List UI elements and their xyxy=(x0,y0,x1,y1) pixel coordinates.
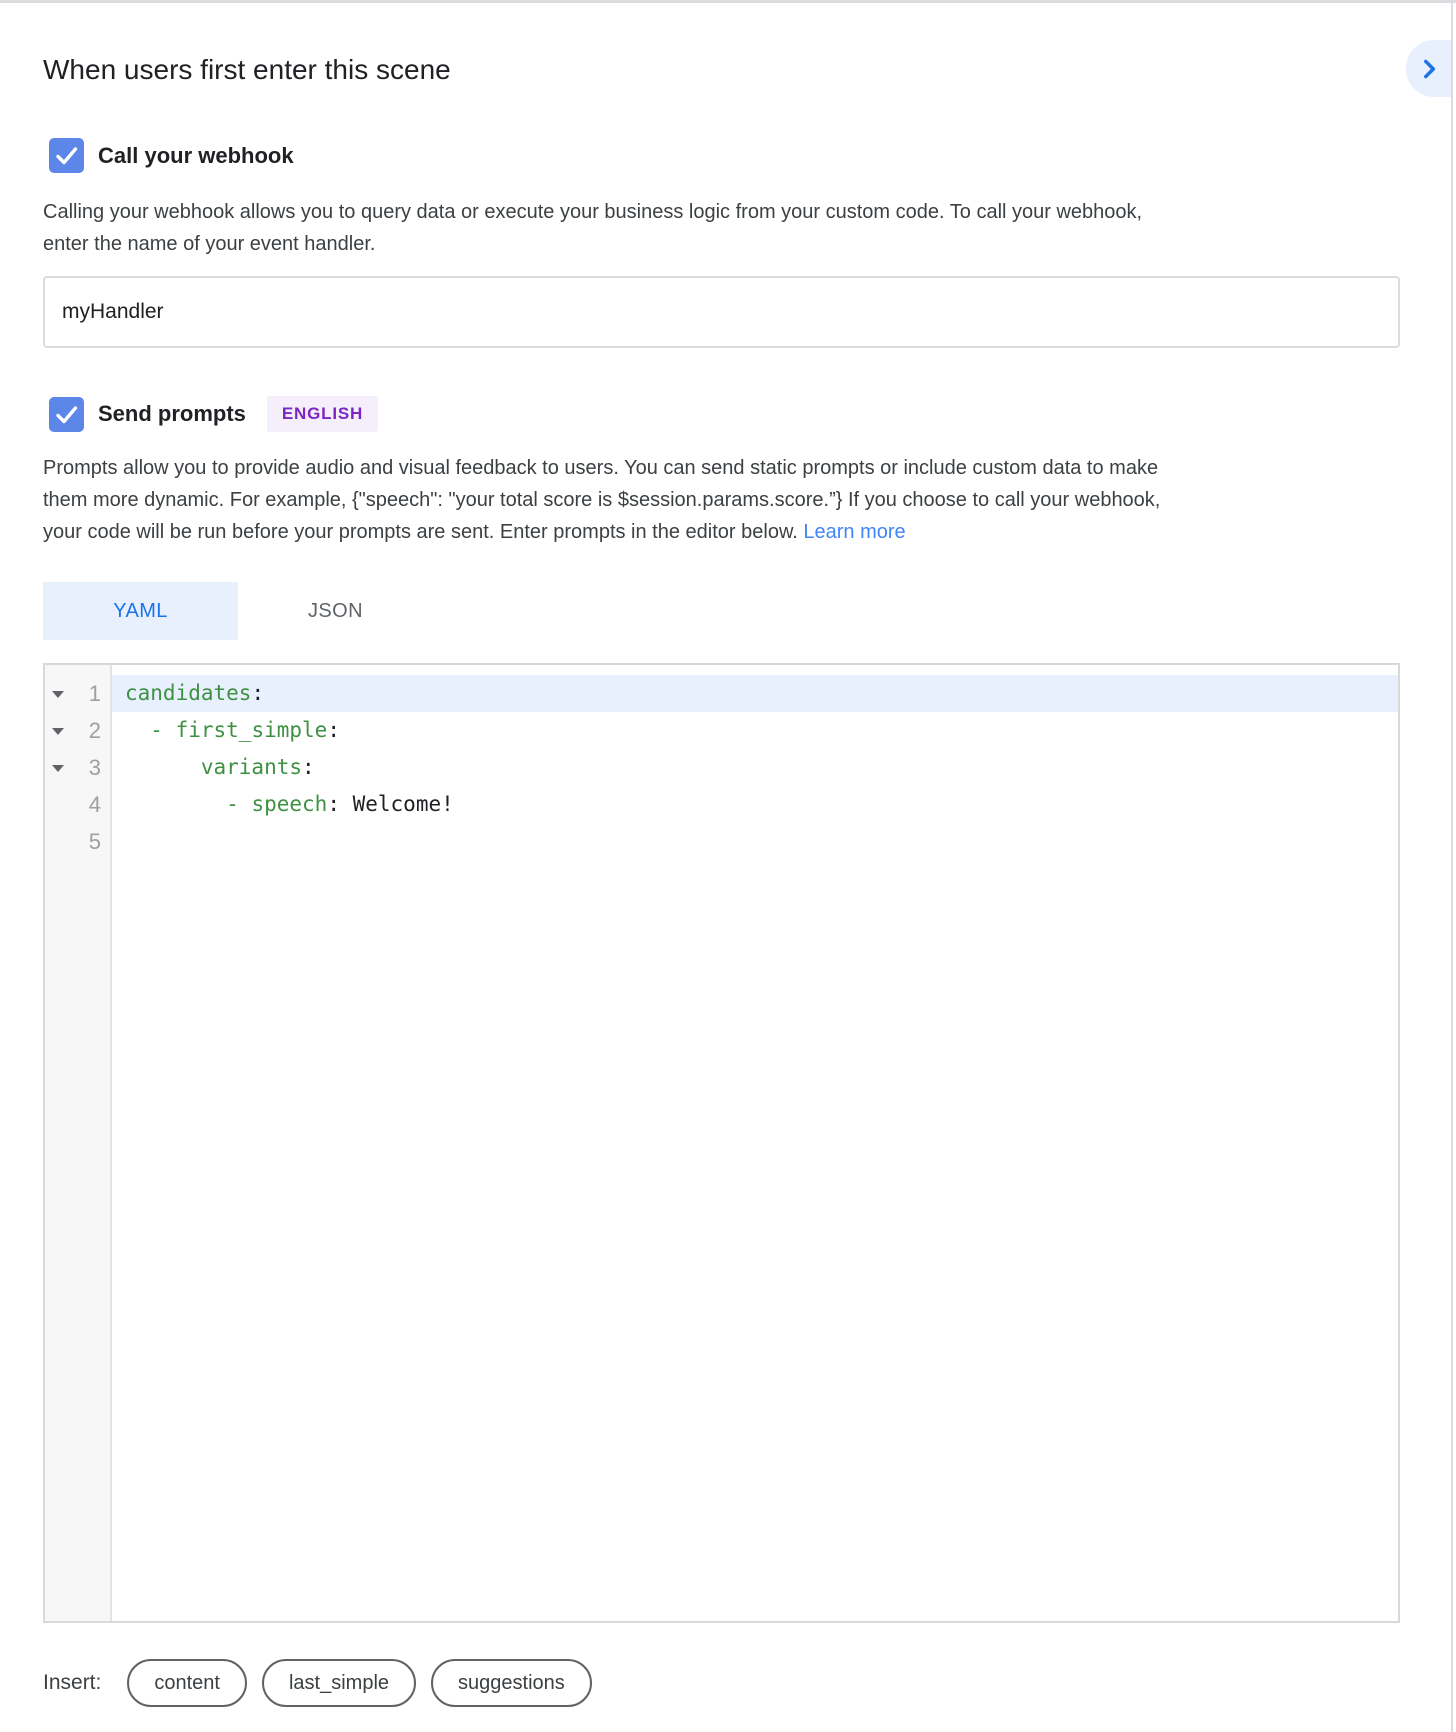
webhook-description-line: Calling your webhook allows you to query data or execute your business logic from your custom code. To call your webhook, xyxy=(43,201,1143,223)
code-token-plain: : xyxy=(302,755,315,779)
prompts-section-header xyxy=(43,396,1400,432)
line-number: 2 xyxy=(88,717,101,743)
panel-right-edge xyxy=(1451,3,1456,1732)
editor-gutter xyxy=(45,665,112,1621)
insert-last-simple-button[interactable]: last_simple xyxy=(262,1659,416,1707)
gutter-row xyxy=(45,675,110,712)
code-token-key: variants xyxy=(200,755,303,779)
call-webhook-checkbox[interactable] xyxy=(49,138,84,173)
webhook-section-header xyxy=(43,138,1400,173)
webhook-description-line: enter the name of your event handler. xyxy=(43,233,376,255)
fold-arrow-icon[interactable] xyxy=(52,728,64,735)
editor-format-tabs xyxy=(43,582,1400,640)
webhook-description xyxy=(43,196,1400,260)
tab-yaml[interactable]: YAML xyxy=(43,582,238,640)
send-prompts-label: Send prompts xyxy=(98,401,246,426)
insert-suggestions-button[interactable]: suggestions xyxy=(431,1659,592,1707)
code-token-key: - speech xyxy=(226,792,328,816)
code-token-key: candidates xyxy=(125,681,252,705)
code-token-key: - first_simple xyxy=(150,718,328,742)
event-handler-value: myHandler xyxy=(62,300,164,323)
insert-toolbar xyxy=(43,1659,1400,1707)
learn-more-link[interactable]: Learn more xyxy=(803,521,906,543)
prompts-description xyxy=(43,452,1400,548)
code-line[interactable] xyxy=(112,749,1398,786)
top-divider xyxy=(0,0,1456,3)
prompts-description-line: your code will be run before your prompts are sent. Enter prompts in the editor below. Learn more xyxy=(43,521,906,543)
code-token-plain xyxy=(125,755,201,779)
prompts-description-line: them more dynamic. For example, {"speech": "your total score is $session.params.score.”} If you choose to call your webhook, xyxy=(43,489,1161,511)
code-token-plain xyxy=(125,718,150,742)
send-prompts-checkbox[interactable] xyxy=(49,397,84,432)
gutter-row xyxy=(45,712,110,749)
code-editor[interactable] xyxy=(43,663,1400,1623)
editor-code-area[interactable] xyxy=(112,665,1398,1621)
call-webhook-label: Call your webhook xyxy=(98,142,294,168)
chevron-right-icon xyxy=(1416,56,1442,82)
insert-label: Insert: xyxy=(43,1671,102,1694)
line-number: 3 xyxy=(88,754,101,780)
code-token-plain: Welcome! xyxy=(339,792,454,816)
gutter-row xyxy=(45,823,110,860)
fold-arrow-icon[interactable] xyxy=(52,765,64,772)
code-line[interactable] xyxy=(112,823,1398,860)
tab-json[interactable]: JSON xyxy=(308,599,363,622)
line-number: 5 xyxy=(88,828,101,854)
code-token-plain xyxy=(125,792,226,816)
prompts-description-line: Prompts allow you to provide audio and visual feedback to users. You can send static prompts or include custom data to make xyxy=(43,457,1159,479)
checkmark-icon xyxy=(49,138,84,173)
line-number: 4 xyxy=(88,791,101,817)
page-title: When users first enter this scene xyxy=(43,54,451,85)
code-token-plain: : xyxy=(327,792,340,816)
code-line[interactable] xyxy=(112,786,1398,823)
code-token-plain: : xyxy=(327,718,340,742)
event-handler-input[interactable] xyxy=(43,276,1400,348)
code-line[interactable] xyxy=(112,675,1398,712)
insert-content-button[interactable]: content xyxy=(127,1659,247,1707)
gutter-row xyxy=(45,786,110,823)
code-token-plain: : xyxy=(251,681,265,705)
language-badge: ENGLISH xyxy=(267,396,378,432)
gutter-row xyxy=(45,749,110,786)
line-number: 1 xyxy=(88,680,101,706)
fold-arrow-icon[interactable] xyxy=(52,691,64,698)
checkmark-icon xyxy=(49,397,84,432)
code-line[interactable] xyxy=(112,712,1398,749)
